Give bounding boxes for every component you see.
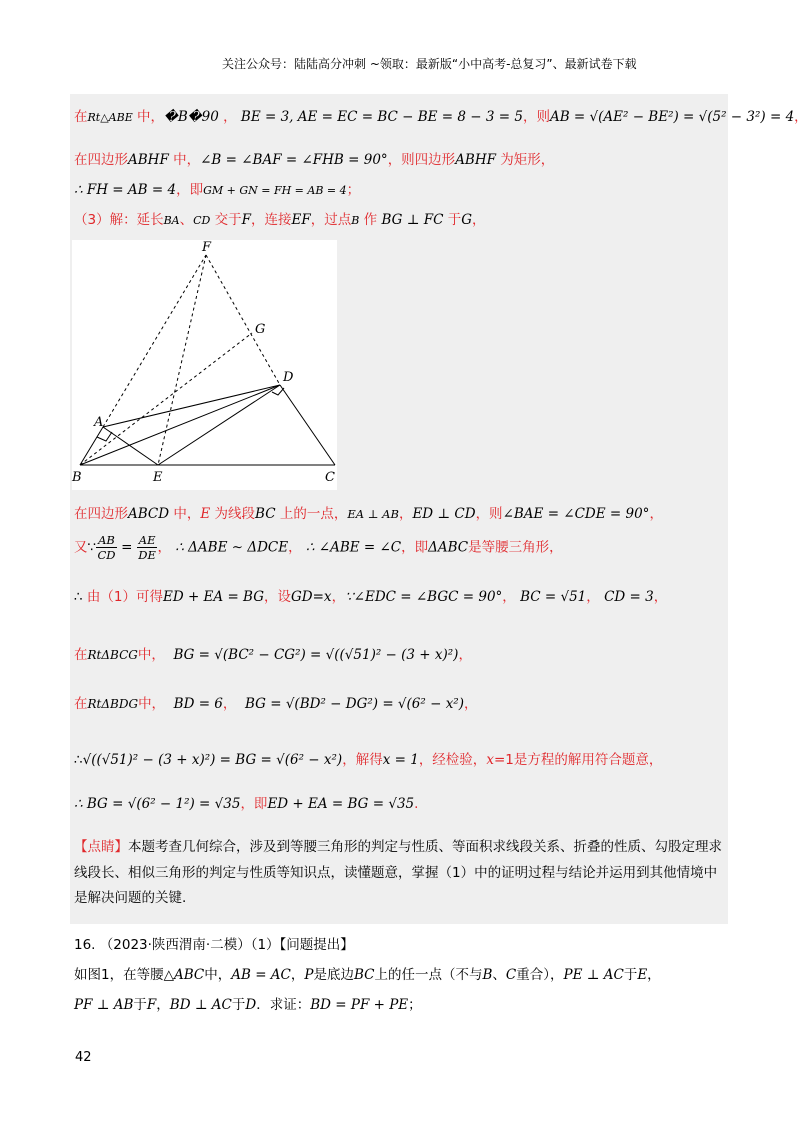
label-A: A bbox=[94, 415, 104, 430]
label-F: F bbox=[202, 240, 212, 255]
math: BG = √(BC² − CG²) = √((√51)² − (3 + x)²) bbox=[173, 647, 459, 663]
text: 于 bbox=[443, 212, 462, 228]
math: B bbox=[351, 214, 360, 227]
math: CD = 3 bbox=[604, 589, 654, 605]
geometry-diagram bbox=[72, 240, 337, 490]
text: ， bbox=[647, 967, 661, 983]
solution-line-9 bbox=[74, 692, 478, 712]
math: BC bbox=[353, 967, 375, 983]
text: ，连接 bbox=[251, 212, 292, 228]
text: 、 bbox=[179, 212, 194, 228]
math: D bbox=[245, 997, 257, 1013]
text: ， bbox=[223, 109, 237, 125]
text: ∴ bbox=[74, 589, 83, 605]
math: ΔABC bbox=[428, 539, 469, 556]
geometry-figure bbox=[72, 240, 337, 490]
text: 中， bbox=[169, 506, 201, 522]
text: 中， bbox=[168, 152, 201, 168]
math: √((√51)² − (3 + x)²) = BG = √(6² − x²) bbox=[82, 752, 343, 768]
text: 为矩形， bbox=[496, 152, 555, 168]
text: 在四边形 bbox=[74, 506, 128, 522]
page-number: 42 bbox=[75, 1050, 92, 1065]
text: 、 bbox=[492, 967, 506, 983]
math: E bbox=[637, 967, 648, 983]
math: BD ⊥ AC bbox=[169, 997, 232, 1013]
math: B bbox=[482, 967, 493, 983]
math: = bbox=[116, 539, 137, 556]
text: （3）解：延长 bbox=[74, 212, 164, 228]
text: 16. （2023·陕西渭南·二模）（1）【问题提出】 bbox=[74, 937, 354, 953]
text: ， bbox=[222, 696, 237, 712]
text: ， bbox=[472, 212, 486, 228]
page-header: 关注公众号：陆陆高分冲刺 ~领取：最新版“小中高考-总复习”、最新试卷下载 bbox=[222, 57, 637, 71]
fraction: $\frac{AE}{DE}$ bbox=[138, 533, 156, 562]
math: BA bbox=[163, 214, 180, 227]
math: BG ⊥ FC bbox=[381, 212, 444, 228]
text: ，经检验， bbox=[418, 752, 487, 768]
text: ， bbox=[794, 109, 808, 125]
key-point-note bbox=[74, 835, 724, 912]
text: 交于 bbox=[210, 212, 242, 228]
solution-line-3 bbox=[74, 178, 360, 198]
text: ， bbox=[331, 589, 346, 605]
math: ∴ ∠ABE = ∠C bbox=[305, 539, 402, 556]
text: 是等腰三角形， bbox=[468, 539, 563, 556]
problem-line-3 bbox=[74, 993, 422, 1013]
text: ，过点 bbox=[310, 212, 352, 228]
text: ， bbox=[288, 539, 302, 556]
text: ， bbox=[502, 589, 516, 605]
math: PF ⊥ AB bbox=[74, 997, 134, 1013]
text: 上的一点， bbox=[275, 506, 348, 522]
math: G bbox=[461, 212, 472, 228]
text: =1是方程的解用符合题意， bbox=[493, 752, 663, 768]
text: 由（1）可得 bbox=[86, 589, 163, 605]
math: BD = PF + PE bbox=[310, 997, 409, 1013]
math: Rt△ABE bbox=[87, 111, 133, 124]
label-D: D bbox=[283, 370, 294, 385]
math: ∠B = ∠BAF = ∠FHB = 90° bbox=[200, 152, 388, 168]
math: C bbox=[505, 967, 517, 983]
math: EA ⊥ AB bbox=[347, 507, 399, 521]
math: AB = AC bbox=[231, 967, 291, 983]
segment-DC bbox=[280, 385, 335, 465]
text: ，即 bbox=[176, 182, 204, 198]
text: ， bbox=[649, 506, 663, 522]
text: ， bbox=[653, 589, 668, 605]
math: ∠BAE = ∠CDE = 90° bbox=[502, 506, 650, 522]
segment-BA bbox=[80, 427, 103, 465]
text: ，设 bbox=[264, 589, 292, 605]
text: 中， bbox=[204, 967, 232, 983]
math: F bbox=[146, 997, 157, 1013]
math: ∴ BG = √(6² − 1²) = √35 bbox=[74, 796, 241, 812]
solution-line-11 bbox=[74, 792, 418, 812]
text: 重合）， bbox=[516, 967, 564, 983]
text: 又 bbox=[74, 539, 88, 556]
solution-line-7 bbox=[74, 585, 667, 605]
math: �B�90 bbox=[164, 109, 224, 125]
label-G: G bbox=[255, 322, 266, 337]
text: 是底边 bbox=[313, 967, 354, 983]
text: ， bbox=[458, 647, 472, 663]
math: AB = √(AE² − BE²) = √(5² − 3²) = 4 bbox=[549, 109, 795, 125]
solution-line-5 bbox=[74, 502, 663, 522]
math: ∴ FH = AB = 4 bbox=[74, 182, 177, 198]
segment-FE bbox=[158, 255, 206, 465]
math: x = 1 bbox=[382, 752, 419, 768]
segment-FD bbox=[206, 255, 280, 385]
segment-AF bbox=[103, 255, 206, 427]
math: BE = 3, AE = EC = BC − BE = 8 − 3 = 5 bbox=[240, 109, 523, 125]
text: ，即 bbox=[240, 796, 268, 812]
text: ，则四边形 bbox=[387, 152, 456, 168]
math: E bbox=[200, 506, 211, 522]
text: 如图1，在等腰 bbox=[74, 967, 164, 983]
text: . bbox=[414, 796, 419, 812]
text: 在四边形 bbox=[74, 152, 128, 168]
text: ， bbox=[290, 967, 305, 983]
text: ； bbox=[408, 997, 422, 1013]
text: 作 bbox=[359, 212, 382, 228]
text: ； bbox=[346, 182, 361, 198]
label-C: C bbox=[325, 470, 335, 485]
solution-line-2 bbox=[74, 148, 554, 168]
text: ，则 bbox=[522, 109, 550, 125]
label-B: B bbox=[72, 470, 82, 485]
math: △ABC bbox=[163, 967, 205, 983]
solution-line-10 bbox=[74, 748, 662, 768]
text: 中， bbox=[137, 647, 165, 663]
problem-heading bbox=[74, 933, 354, 953]
text: ，则 bbox=[475, 506, 503, 522]
math: ED + EA = BG = √35 bbox=[267, 796, 415, 812]
math: BD = 6 bbox=[173, 696, 223, 712]
text: ．求证： bbox=[256, 997, 311, 1013]
math: P bbox=[304, 967, 314, 983]
text: ，即 bbox=[401, 539, 429, 556]
text: ，解得 bbox=[342, 752, 383, 768]
text: 在 bbox=[74, 696, 88, 712]
segment-ED bbox=[158, 385, 280, 465]
math: ABHF bbox=[128, 152, 169, 168]
text: ， bbox=[156, 997, 170, 1013]
math: RtΔBDG bbox=[87, 697, 139, 711]
text: ∴ bbox=[74, 752, 83, 768]
note-label: 【点睛】 bbox=[74, 839, 128, 855]
math: PE ⊥ AC bbox=[563, 967, 624, 983]
math: BG = √(BD² − DG²) = √(6² − x²) bbox=[244, 696, 464, 712]
solution-line-8 bbox=[74, 643, 472, 663]
text: 中， bbox=[138, 696, 166, 712]
fraction: $\frac{AB}{CD}$ bbox=[97, 533, 116, 562]
math: ∵∠EDC = ∠BGC = 90° bbox=[345, 589, 503, 605]
math: EF bbox=[291, 212, 311, 228]
solution-line-4 bbox=[74, 208, 486, 228]
text: ， bbox=[464, 696, 478, 712]
math: RtΔBCG bbox=[87, 648, 138, 662]
text: ， bbox=[157, 539, 171, 556]
problem-line-2 bbox=[74, 963, 661, 983]
math: BC bbox=[255, 506, 276, 522]
text: 于 bbox=[231, 997, 246, 1013]
math: ED + EA = BG bbox=[162, 589, 265, 605]
math: ED ⊥ CD bbox=[412, 506, 476, 522]
math: F bbox=[241, 212, 252, 228]
text: 中， bbox=[132, 109, 165, 125]
text: 上的任一点（不与 bbox=[374, 967, 483, 983]
math: GD=x bbox=[291, 589, 332, 605]
math: ∴ ΔABE ∼ ΔDCE bbox=[175, 539, 289, 556]
note-text: 本题考查几何综合，涉及到等腰三角形的判定与性质、等面积求线段关系、折叠的性质、勾股定理求线段长、相似三角形的判定与性质等知识点，读懂题意，掌握（1）中的证明过程与结论并运用到其他情境中是解决问题的关键. bbox=[74, 839, 722, 907]
math: CD bbox=[193, 214, 211, 227]
math: GM + GN = FH = AB = 4 bbox=[203, 184, 347, 197]
math: ABCD bbox=[128, 506, 170, 522]
text: 在 bbox=[74, 647, 88, 663]
text: ， bbox=[586, 589, 600, 605]
solution-line-1 bbox=[74, 105, 808, 125]
text: 于 bbox=[133, 997, 147, 1013]
text: ， bbox=[398, 506, 413, 522]
text: 于 bbox=[623, 967, 638, 983]
math: x bbox=[486, 752, 494, 768]
label-E: E bbox=[153, 470, 163, 485]
segment-BG bbox=[80, 333, 252, 465]
math: BC = √51 bbox=[520, 589, 587, 605]
solution-line-6: 又∵ $\frac{AB}{CD}$ = $\frac{AE}{DE}$ ， ∴ ΔABE ∼ ΔDCE， ∴ ∠ABE = ∠C，即ΔABC是等腰三角形， bbox=[74, 533, 563, 562]
math: ABHF bbox=[455, 152, 496, 168]
text: 为线段 bbox=[210, 506, 256, 522]
text: 在 bbox=[74, 109, 88, 125]
